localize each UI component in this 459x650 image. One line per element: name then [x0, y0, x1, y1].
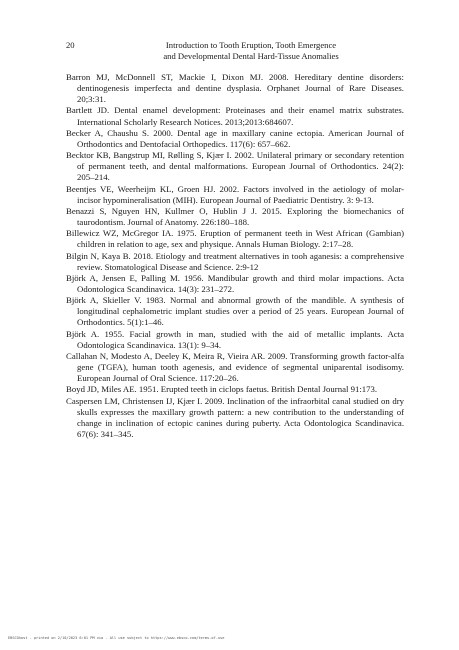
running-title-line-2: and Developmental Dental Hard-Tissue Anomalies	[163, 51, 339, 61]
reference-entry: Björk A, Jensen E, Palling M. 1956. Mandibular growth and third molar impactions. Acta Odontologica Scandinavica. 14(3): 231–272.	[66, 272, 404, 294]
reference-entry: Barron MJ, McDonnell ST, Mackie I, Dixon MJ. 2008. Hereditary dentine disorders: dentinogenesis imperfecta and dentine dysplasia. Orphanet Journal of Rare Diseases. 20;3:31.	[66, 72, 404, 105]
reference-entry: Björk A. 1955. Facial growth in man, studied with the aid of metallic implants. Acta Odontologica Scandinavica. 13(1): 9–34.	[66, 328, 404, 350]
footer-notice: EBSCOhost - printed on 2/10/2023 6:01 PM via . All use subject to https://www.ebsco.com/terms-of-use	[8, 636, 225, 640]
reference-entry: Bilgin N, Kaya B. 2018. Etiology and treatment alternatives in tooh aganesis: a comprehensive review. Stomatological Disease and Science. 2:9-12	[66, 250, 404, 272]
reference-entry: Bartlett JD. Dental enamel development: Proteinases and their enamel matrix substrates. International Scholarly Research Notices. 2013;2013:684607.	[66, 105, 404, 127]
reference-entry: Caspersen LM, Christensen IJ, Kjær I. 2009. Inclination of the infraorbital canal studied on dry skulls expresses the maxillary growth pattern: a new contribution to the understanding of change in inclination of ectopic canines during puberty. Acta Odontologica Scandinavica. 67(6): 341–345.	[66, 395, 404, 439]
reference-list	[66, 72, 404, 440]
reference-entry: Becktor KB, Bangstrup MI, Rølling S, Kjær I. 2002. Unilateral primary or secondary retention of permanent teeth, and dental malformations. European Journal of Orthodontics. 24(2): 205–214.	[66, 150, 404, 183]
page-header	[66, 40, 402, 70]
reference-entry: Beentjes VE, Weerheijm KL, Groen HJ. 2002. Factors involved in the aetiology of molar-incisor hypomineralisation (MIH). European Journal of Paediatric Dentistry. 3: 9-13.	[66, 183, 404, 205]
reference-entry: Boyd JD, Miles AE. 1951. Erupted teeth in ciclops faetus. British Dental Journal 91:173.	[66, 384, 378, 395]
running-title-line-1: Introduction to Tooth Eruption, Tooth Emergence	[165, 40, 337, 50]
reference-entry: Billewicz WZ, McGregor IA. 1975. Eruption of permanent teeth in West African (Gambian) children in relation to age, sex and physique. Annals Human Biology. 2:17–28.	[66, 228, 404, 250]
page-number: 20	[66, 40, 75, 50]
reference-entry: Björk A, Skieller V. 1983. Normal and abnormal growth of the mandible. A synthesis of longitudinal cephalometric implant studies over a period of 25 years. European Journal of Orthodontics. 5(1):1–46.	[66, 295, 404, 328]
reference-entry: Becker A, Chaushu S. 2000. Dental age in maxillary canine ectopia. American Journal of Orthodontics and Dentofacial Orthopedics. 117(6): 657–662.	[66, 127, 404, 149]
reference-entry: Benazzi S, Nguyen HN, Kullmer O, Hublin J J. 2015. Exploring the biomechanics of taurodontism. Journal of Anatomy. 226:180–188.	[66, 205, 404, 228]
reference-entry: Callahan N, Modesto A, Deeley K, Meira R, Vieira AR. 2009. Transforming growth factor-alfa gene (TGFA), human tooth agenesis, and evidence of segmental uniparental isodisomy. European Journal of Oral Science. 117:20–26.	[66, 350, 404, 384]
running-title	[100, 40, 402, 62]
